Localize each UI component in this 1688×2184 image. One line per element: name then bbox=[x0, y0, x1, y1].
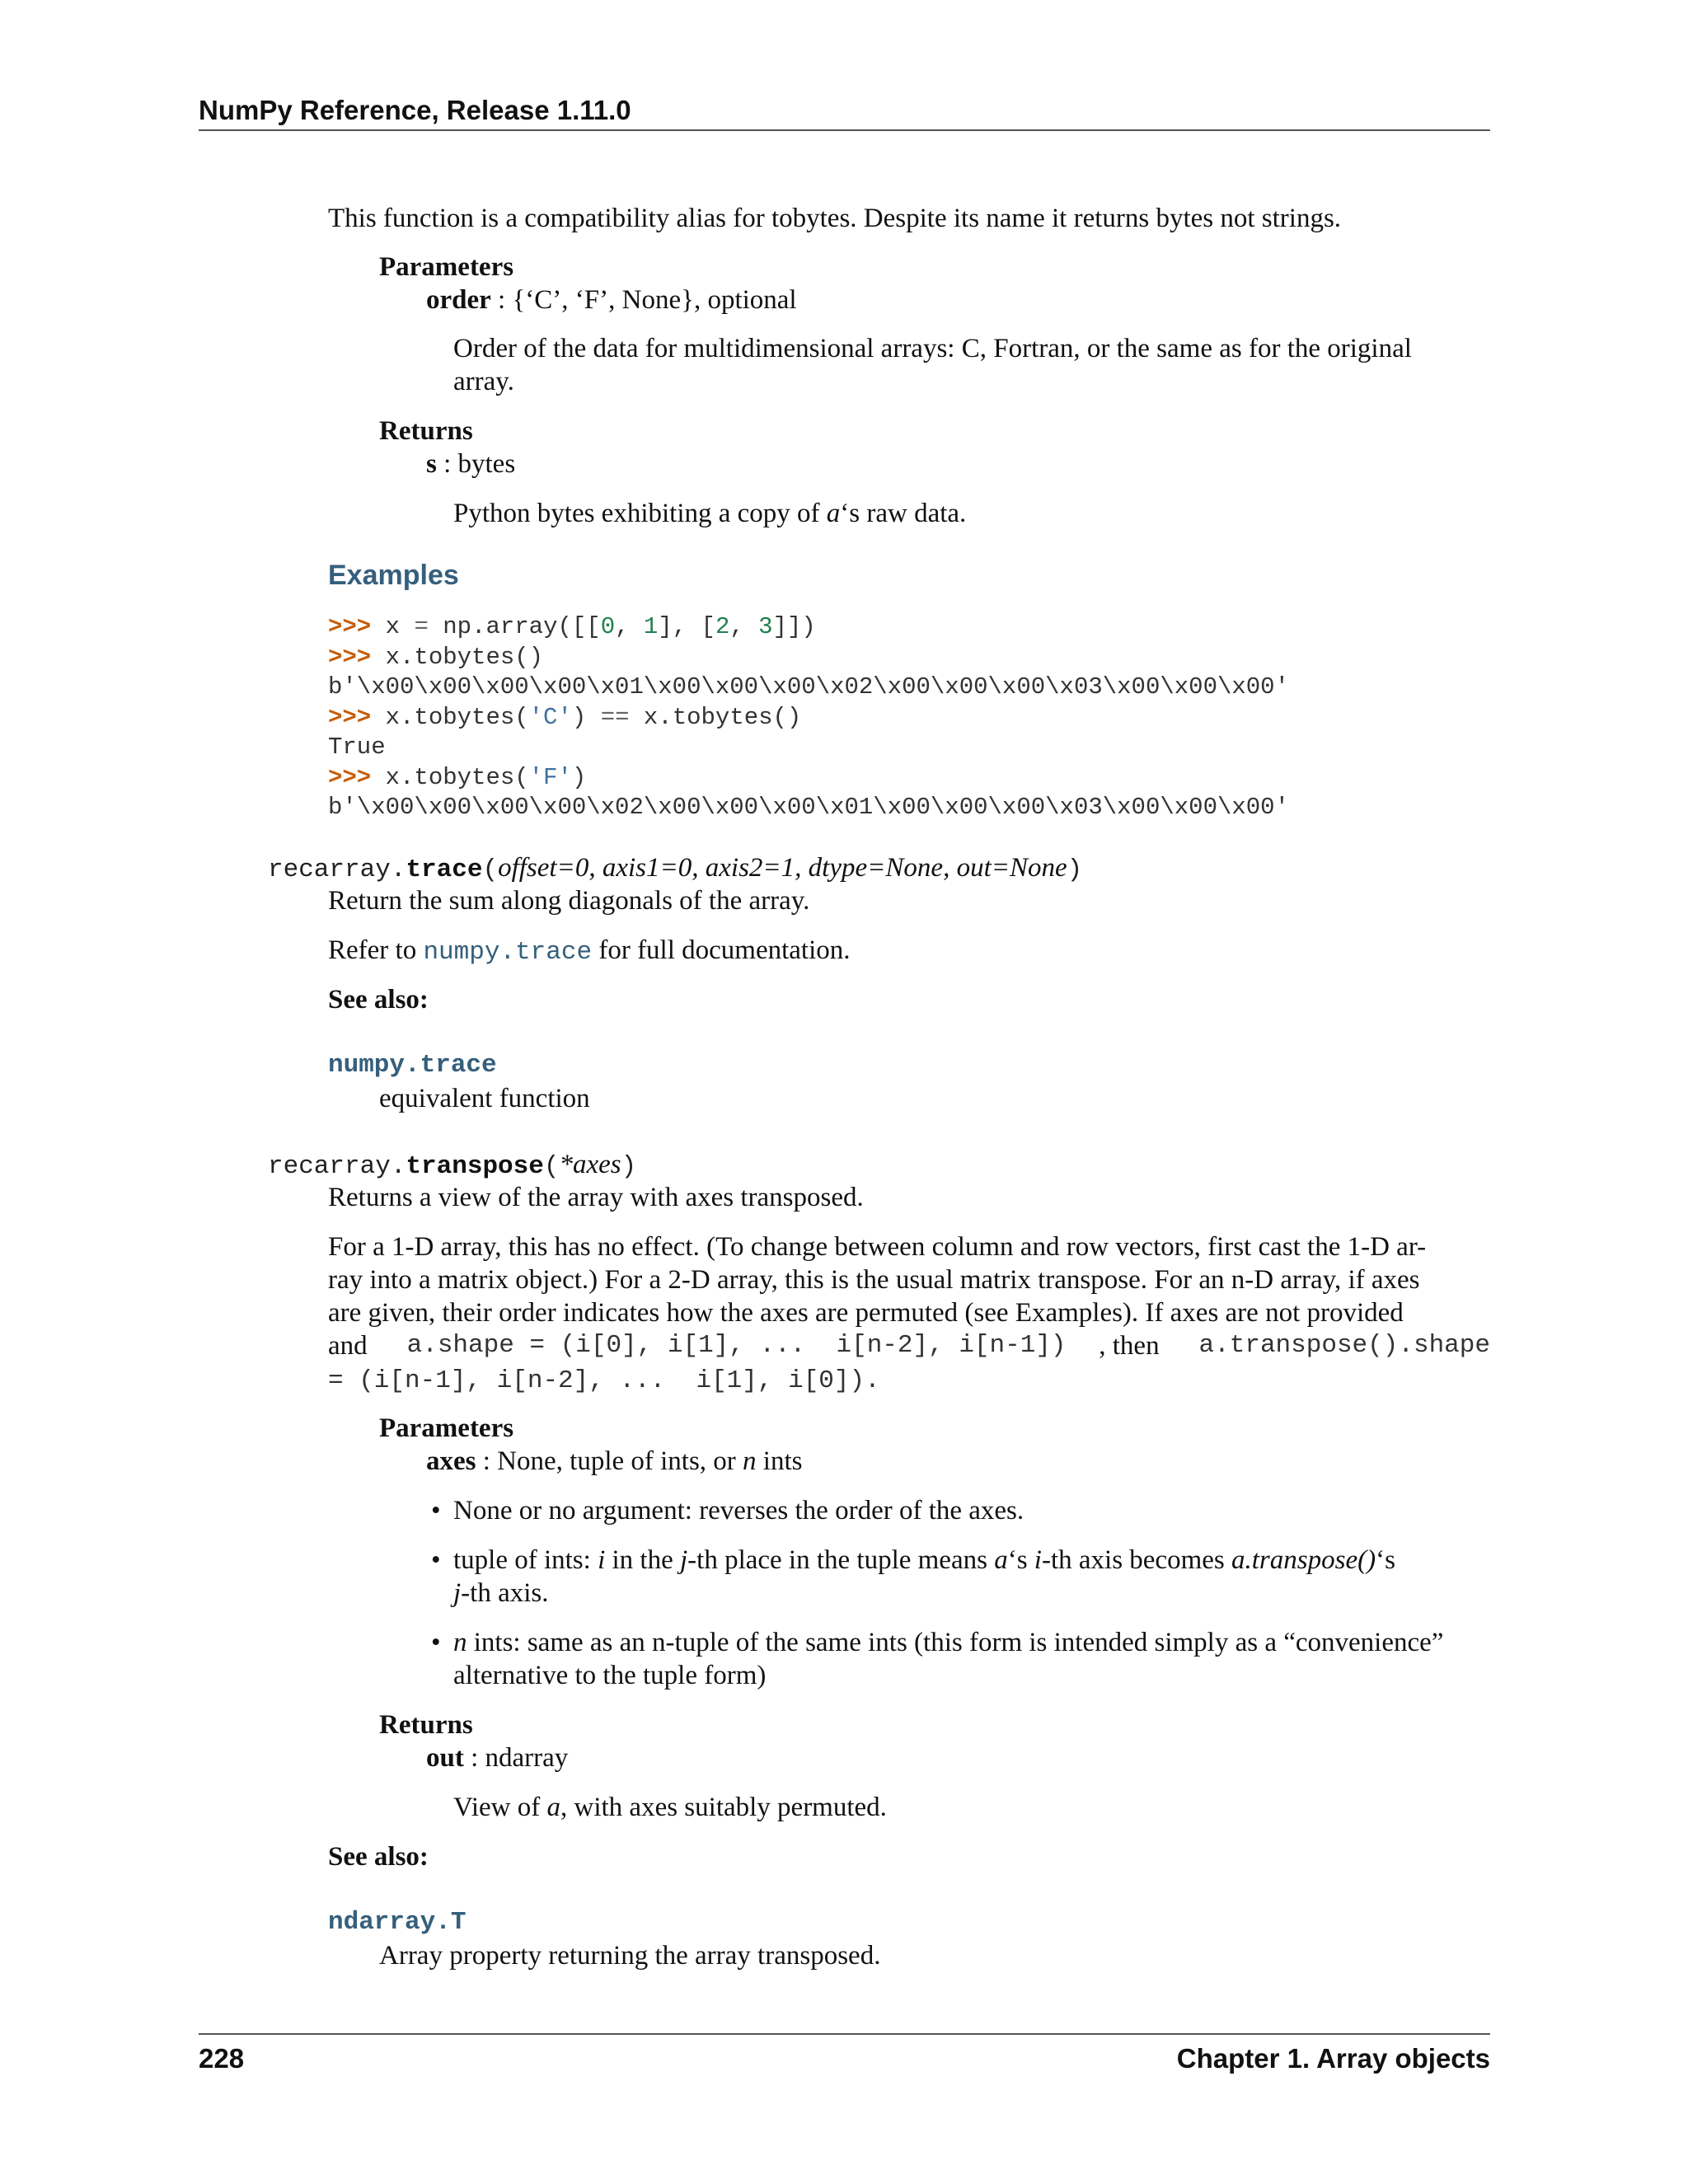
header-rule bbox=[199, 129, 1490, 131]
return-out-desc: View of a, with axes suitably permuted. bbox=[453, 1793, 887, 1822]
trace-see-also-desc: equivalent function bbox=[379, 1084, 590, 1113]
trace-signature: recarray.trace(offset=0, axis1=0, axis2=1, dtype=None, out=None) bbox=[268, 853, 1083, 884]
transpose-see-also-label: See also: bbox=[328, 1842, 429, 1872]
paragraph-line: are given, their order indicates how the axes are permuted (see Examples). If axes are not provided bbox=[328, 1298, 1404, 1328]
transpose-parameters-label: Parameters bbox=[379, 1413, 514, 1443]
returns-label: Returns bbox=[379, 416, 473, 446]
bullet-item: n ints: same as an n-tuple of the same ints (this form is intended simply as a “convenience” alternative to the tuple form) bbox=[453, 1628, 1444, 1690]
tostring-description: This function is a compatibility alias for tobytes. Despite its name it returns bytes not strings. bbox=[328, 204, 1342, 233]
bullet-icon: • bbox=[431, 1545, 441, 1575]
bullet-icon: • bbox=[431, 1628, 441, 1657]
return-s: s : bytes bbox=[426, 449, 516, 479]
numpy-trace-link[interactable]: numpy.trace bbox=[423, 938, 593, 967]
transpose-summary: Returns a view of the array with axes transposed. bbox=[328, 1183, 864, 1212]
param-order-desc: Order of the data for multidimensional arrays: C, Fortran, or the same as for the original array. bbox=[453, 334, 1412, 396]
running-header: NumPy Reference, Release 1.11.0 bbox=[199, 95, 631, 125]
chapter-title: Chapter 1. Array objects bbox=[1176, 2043, 1490, 2074]
code-output: b'\x00\x00\x00\x00\x02\x00\x00\x00\x01\x00\x00\x00\x03\x00\x00\x00' bbox=[328, 794, 1289, 821]
code-output: True bbox=[328, 733, 386, 761]
paragraph-line: For a 1-D array, this has no effect. (To change between column and row vectors, first cast the 1-D ar- bbox=[328, 1232, 1427, 1262]
parameters-label: Parameters bbox=[379, 252, 514, 282]
trace-see-also-label: See also: bbox=[328, 985, 429, 1015]
trace-summary: Return the sum along diagonals of the array. bbox=[328, 886, 810, 916]
paragraph-line: ray into a matrix object.) For a 2-D array, this is the usual matrix transpose. For an n-D array, if axes bbox=[328, 1265, 1420, 1295]
code-example bbox=[328, 612, 1289, 823]
return-out: out : ndarray bbox=[426, 1743, 569, 1773]
code-output: b'\x00\x00\x00\x00\x01\x00\x00\x00\x02\x00\x00\x00\x03\x00\x00\x00' bbox=[328, 673, 1289, 701]
page-number: 228 bbox=[199, 2043, 245, 2074]
transpose-returns-label: Returns bbox=[379, 1710, 473, 1740]
examples-heading: Examples bbox=[328, 560, 459, 591]
param-order: order : {‘C’, ‘F’, None}, optional bbox=[426, 285, 797, 315]
bullet-item: tuple of ints: i in the j-th place in the tuple means a‘s i-th axis becomes a.transpose()‘s j-th axis. bbox=[453, 1545, 1395, 1608]
transpose-signature: recarray.transpose(*axes) bbox=[268, 1150, 637, 1181]
trace-see-also-link[interactable]: numpy.trace bbox=[328, 1051, 497, 1080]
code-line: >>> x.tobytes('F') bbox=[328, 763, 587, 791]
code-line: >>> x.tobytes() bbox=[328, 643, 544, 671]
paragraph-line: and a.shape = (i[0], i[1], ... i[n-2], i[n-1]) , then a.transpose().shape bbox=[328, 1331, 1490, 1361]
return-s-desc: Python bytes exhibiting a copy of a‘s raw data. bbox=[453, 499, 967, 528]
paragraph-line: = (i[n-1], i[n-2], ... i[1], i[0]). bbox=[328, 1366, 880, 1395]
footer-rule bbox=[199, 2033, 1490, 2035]
code-line: >>> x = np.array([[0, 1], [2, 3]]) bbox=[328, 613, 816, 640]
transpose-paragraph bbox=[328, 1230, 1490, 1398]
transpose-see-also-link[interactable]: ndarray.T bbox=[328, 1908, 467, 1937]
bullet-icon: • bbox=[431, 1496, 441, 1526]
code-line: >>> x.tobytes('C') == x.tobytes() bbox=[328, 703, 802, 731]
trace-refer: Refer to numpy.trace for full documentation. bbox=[328, 935, 851, 967]
param-axes: axes : None, tuple of ints, or n ints bbox=[426, 1446, 803, 1476]
transpose-see-also-desc: Array property returning the array transposed. bbox=[379, 1941, 881, 1971]
bullet-item: None or no argument: reverses the order of the axes. bbox=[453, 1496, 1025, 1526]
